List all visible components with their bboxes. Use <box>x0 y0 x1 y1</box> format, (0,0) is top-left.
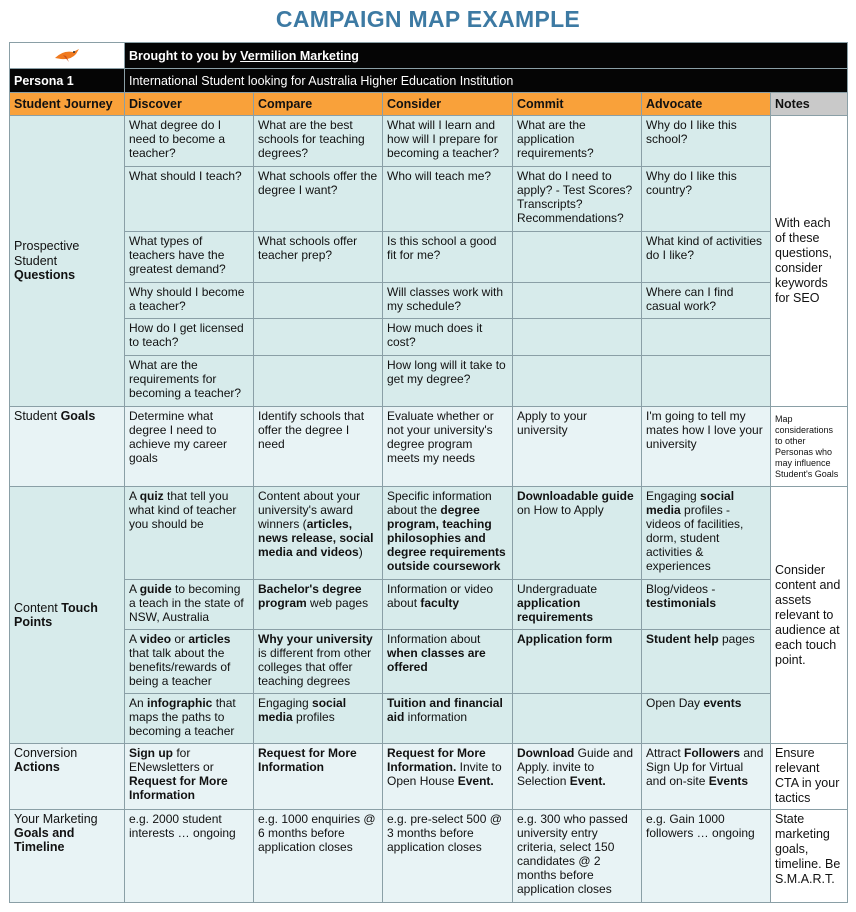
question-cell: Why do I like this country? <box>642 167 771 232</box>
question-cell <box>513 356 642 407</box>
goal-cell: Determine what degree I need to achieve my career goals <box>125 407 254 487</box>
question-cell <box>513 232 642 283</box>
question-cell: What are the best schools for teaching degrees? <box>254 116 383 167</box>
orange-bird-logo-icon <box>51 46 83 66</box>
header-commit: Commit <box>513 93 642 116</box>
question-cell <box>254 283 383 319</box>
touch-cell <box>513 694 642 744</box>
question-cell: What are the application requirements? <box>513 116 642 167</box>
touch-cell: An infographic that maps the paths to becoming a teacher <box>125 694 254 744</box>
touch-cell: Specific information about the degree program, teaching philosophies and degree requirements outside coursework <box>383 487 513 580</box>
question-cell: What types of teachers have the greatest demand? <box>125 232 254 283</box>
question-cell: What should I teach? <box>125 167 254 232</box>
question-cell: Why should I become a teacher? <box>125 283 254 319</box>
question-cell: How do I get licensed to teach? <box>125 319 254 356</box>
touch-cell: Engaging social media profiles - videos of facilities, dorm, student activities & experiences <box>642 487 771 580</box>
marketing-row-label: Your Marketing Goals and Timeline <box>10 810 125 903</box>
question-cell: Where can I find casual work? <box>642 283 771 319</box>
question-cell <box>513 283 642 319</box>
questions-row-label: Prospective Student Questions <box>10 116 125 407</box>
question-cell <box>513 319 642 356</box>
marketing-cell: e.g. 2000 student interests … ongoing <box>125 810 254 903</box>
question-cell: Is this school a good fit for me? <box>383 232 513 283</box>
touch-cell: Content about your university's award winners (articles, news release, social media and videos) <box>254 487 383 580</box>
conversion-note: Ensure relevant CTA in your tactics <box>771 744 848 810</box>
touch-cell: Bachelor's degree program web pages <box>254 580 383 630</box>
brand-banner <box>125 43 848 69</box>
touch-cell: Engaging social media profiles <box>254 694 383 744</box>
brand-link[interactable]: Vermilion Marketing <box>240 48 359 63</box>
touch-cell: Information or video about faculty <box>383 580 513 630</box>
conversion-cell: Request for More Information <box>254 744 383 810</box>
header-journey: Student Journey <box>10 93 125 116</box>
marketing-cell: e.g. Gain 1000 followers … ongoing <box>642 810 771 903</box>
touch-cell: Student help pages <box>642 630 771 694</box>
header-compare: Compare <box>254 93 383 116</box>
touch-cell: Blog/videos - testimonials <box>642 580 771 630</box>
conversion-cell: Download Guide and Apply. invite to Selection Event. <box>513 744 642 810</box>
question-cell: How long will it take to get my degree? <box>383 356 513 407</box>
touch-cell: Application form <box>513 630 642 694</box>
touch-cell: Information about when classes are offered <box>383 630 513 694</box>
touch-note: Consider content and assets relevant to audience at each touch point. <box>771 487 848 744</box>
question-cell: What degree do I need to become a teacher? <box>125 116 254 167</box>
question-cell: How much does it cost? <box>383 319 513 356</box>
conversion-cell: Sign up for ENewsletters or Request for More Information <box>125 744 254 810</box>
header-notes: Notes <box>771 93 848 116</box>
goal-cell: Identify schools that offer the degree I need <box>254 407 383 487</box>
goal-cell: Apply to your university <box>513 407 642 487</box>
question-cell <box>642 319 771 356</box>
persona-label: Persona 1 <box>10 69 125 93</box>
conversion-cell: Request for More Information. Invite to Open House Event. <box>383 744 513 810</box>
question-cell: What do I need to apply? - Test Scores? Transcripts? Recommendations? <box>513 167 642 232</box>
question-cell: Why do I like this school? <box>642 116 771 167</box>
question-cell <box>642 356 771 407</box>
questions-note: With each of these questions, consider keywords for SEO <box>771 116 848 407</box>
touch-cell: A video or articles that talk about the benefits/rewards of being a teacher <box>125 630 254 694</box>
question-cell: Who will teach me? <box>383 167 513 232</box>
touch-cell: A guide to becoming a teach in the state of NSW, Australia <box>125 580 254 630</box>
brand-prefix: Brought to you by <box>129 48 241 63</box>
goal-cell: I'm going to tell my mates how I love your university <box>642 407 771 487</box>
header-consider: Consider <box>383 93 513 116</box>
marketing-note: State marketing goals, timeline. Be S.M.A.R.T. <box>771 810 848 903</box>
goals-note: Map considerations to other Personas who may influence Student's Goals <box>771 407 848 487</box>
question-cell <box>254 356 383 407</box>
question-cell <box>254 319 383 356</box>
question-cell: What are the requirements for becoming a teacher? <box>125 356 254 407</box>
header-discover: Discover <box>125 93 254 116</box>
campaign-map-table <box>9 42 848 903</box>
question-cell: What schools offer the degree I want? <box>254 167 383 232</box>
goals-row-label: Student Goals <box>10 407 125 487</box>
logo-cell <box>10 43 125 69</box>
touch-cell: Downloadable guide on How to Apply <box>513 487 642 580</box>
marketing-cell: e.g. 1000 enquiries @ 6 months before application closes <box>254 810 383 903</box>
question-cell: What schools offer teacher prep? <box>254 232 383 283</box>
goal-cell: Evaluate whether or not your university's degree program meets my needs <box>383 407 513 487</box>
question-cell: Will classes work with my schedule? <box>383 283 513 319</box>
touch-cell: Undergraduate application requirements <box>513 580 642 630</box>
question-cell: What will I learn and how will I prepare for becoming a teacher? <box>383 116 513 167</box>
touch-row-label: Content Touch Points <box>10 487 125 744</box>
touch-cell: Why your university is different from other colleges that offer teaching degrees <box>254 630 383 694</box>
conversion-cell: Attract Followers and Sign Up for Virtual and on-site Events <box>642 744 771 810</box>
touch-cell: A quiz that tell you what kind of teacher you should be <box>125 487 254 580</box>
touch-cell: Tuition and financial aid information <box>383 694 513 744</box>
header-advocate: Advocate <box>642 93 771 116</box>
marketing-cell: e.g. 300 who passed university entry criteria, select 150 candidates @ 2 months before application closes <box>513 810 642 903</box>
touch-cell: Open Day events <box>642 694 771 744</box>
conversion-row-label: Conversion Actions <box>10 744 125 810</box>
page-title: CAMPAIGN MAP EXAMPLE <box>275 6 581 32</box>
question-cell: What kind of activities do I like? <box>642 232 771 283</box>
marketing-cell: e.g. pre-select 500 @ 3 months before application closes <box>383 810 513 903</box>
persona-description: International Student looking for Australia Higher Education Institution <box>125 69 848 93</box>
